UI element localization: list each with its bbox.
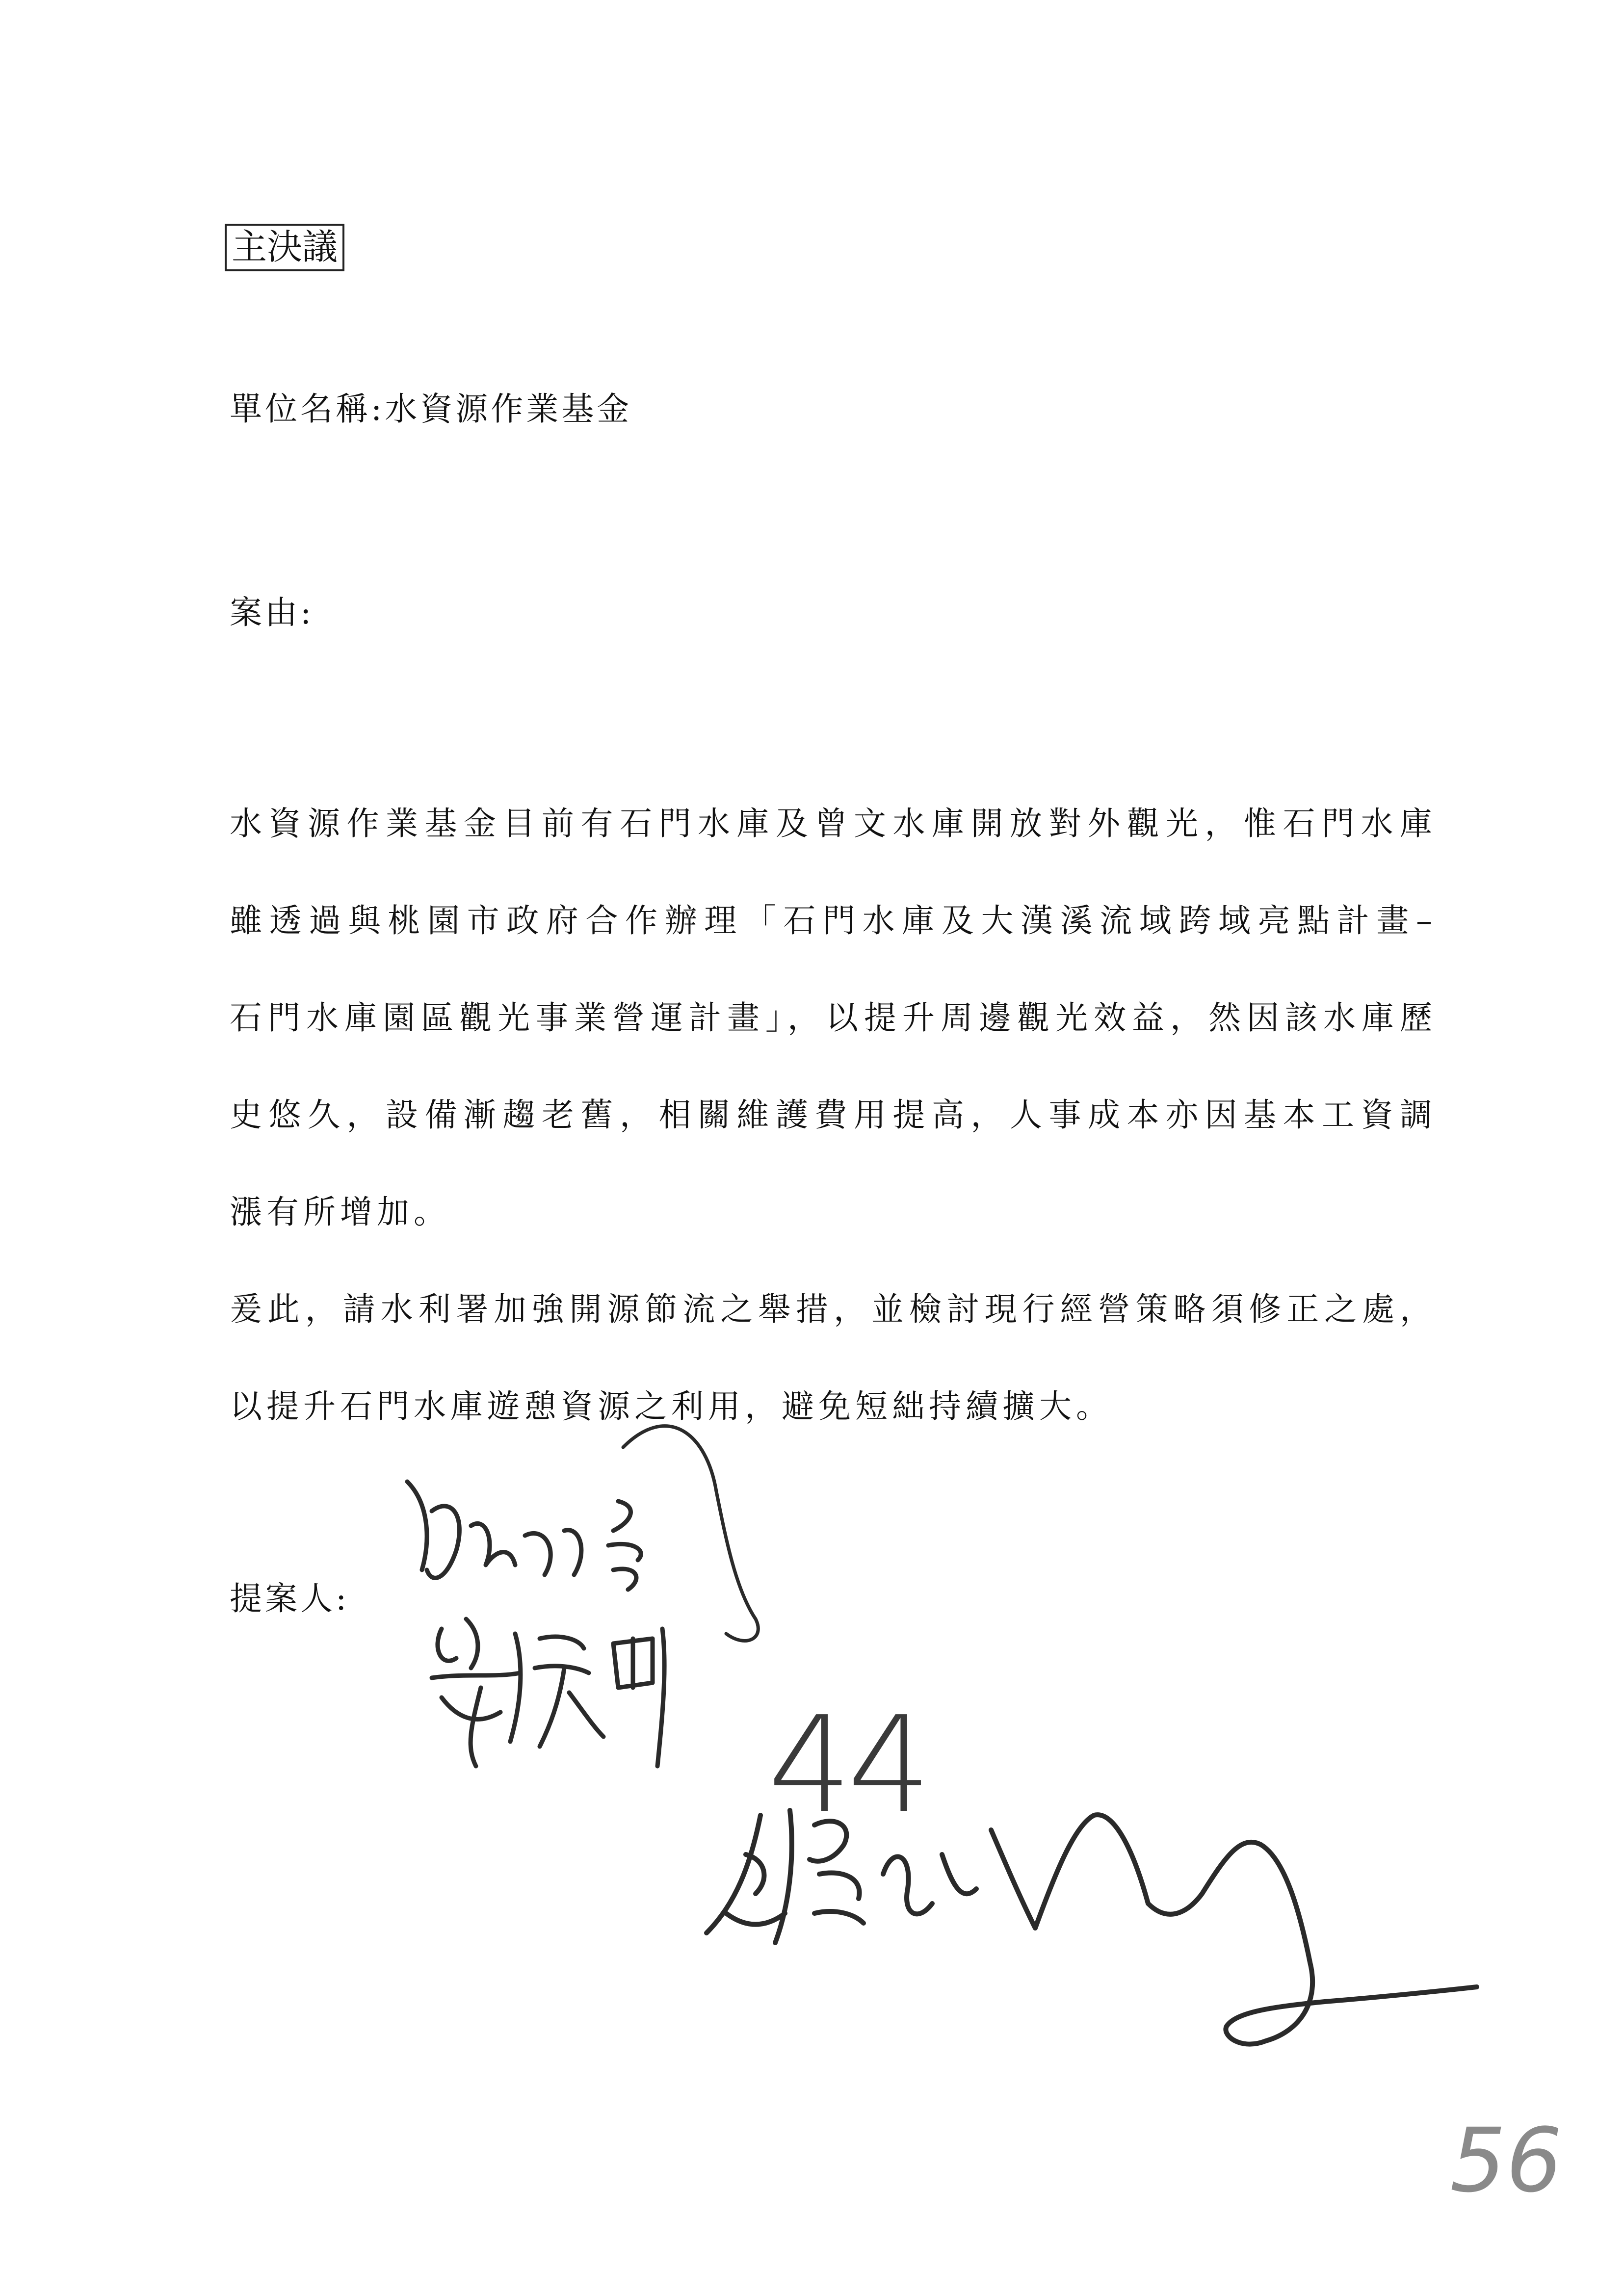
body-line: 漲有所增加。 [230,1193,450,1231]
body-line: 以提升石門水庫遊憩資源之利用，避免短絀持續擴大。 [230,1387,1113,1425]
body-line: 水資源作業基金目前有石門水庫及曾文水庫開放對外觀光，惟石門水庫 [230,805,1437,842]
page-number: 56 [1450,2110,1563,2212]
body-line: 爰此，請水利署加強開源節流之舉措，並檢討現行經營策略須修正之處， [230,1290,1437,1328]
body-line: 雖透過與桃園市政府合作辦理「石門水庫及大漢溪流域跨域亮點計畫– [230,902,1437,939]
signature-1 [407,1426,758,1641]
body-line: 史悠久，設備漸趨老舊，相關維護費用提高，人事成本亦因基本工資調 [230,1096,1437,1134]
handwritten-number: 44 [768,1688,927,1842]
document-type-label: 主決議 [225,224,344,271]
proposer-label: 提案人: [230,1580,350,1618]
unit-name: 單位名稱:水資源作業基金 [230,390,632,428]
signature-3 [707,1810,1477,2044]
body-line: 石門水庫園區觀光事業營運計畫」，以提升周邊觀光效益，然因該水庫歷 [230,999,1437,1037]
reason-label: 案由: [230,594,314,631]
signature-2 [432,1619,664,1766]
reason-body [230,775,1437,1455]
